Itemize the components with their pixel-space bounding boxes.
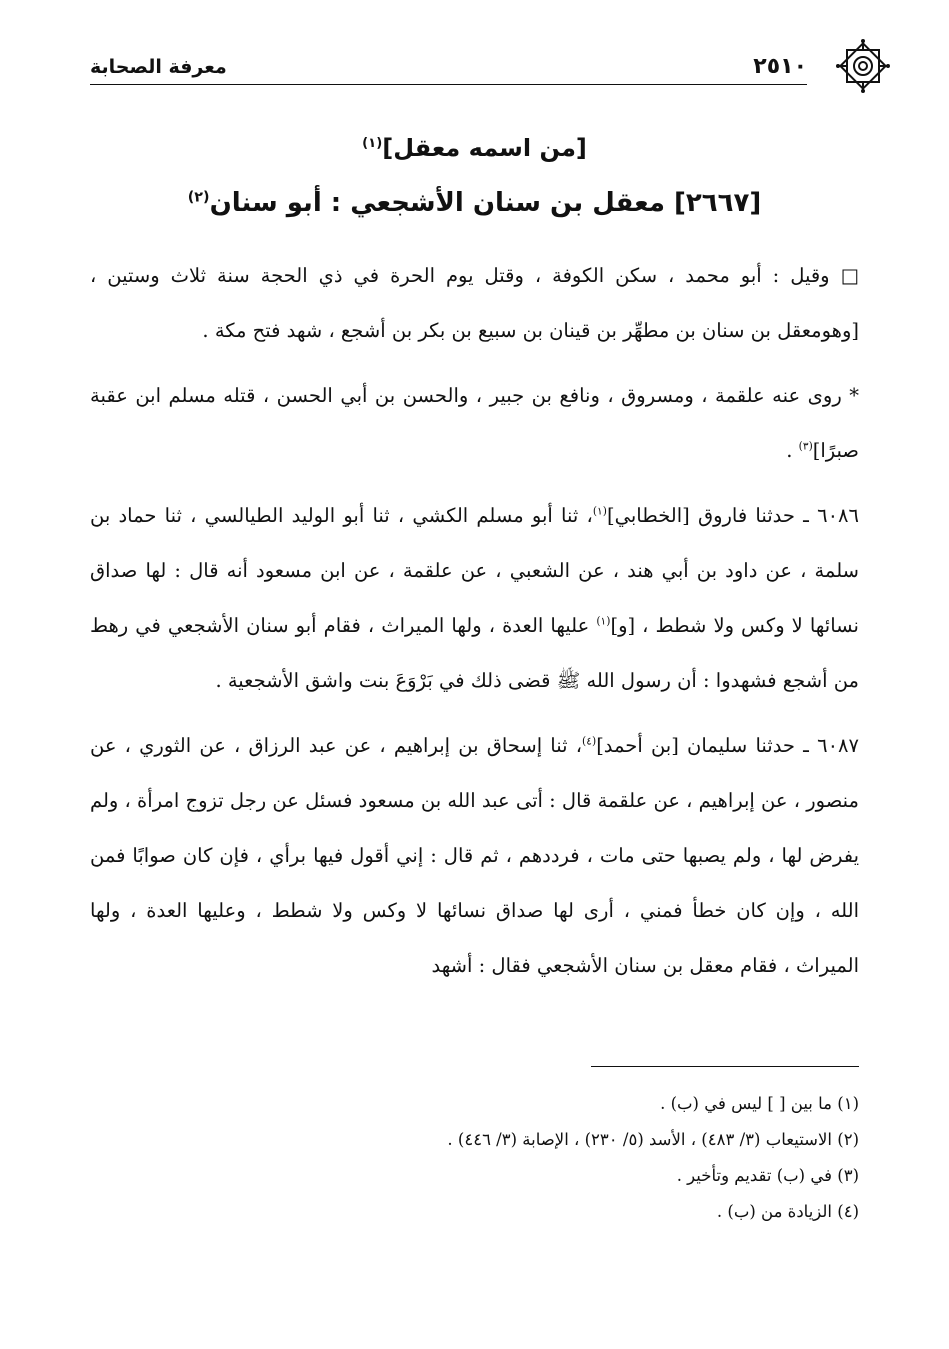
paragraph [90, 488, 859, 708]
paragraph-text: □ وقيل : أبو محمد ، سكن الكوفة ، وقتل يوم الحرة في ذي الحجة سنة ثلاث وستين ، [وهومعقل بن سنان بن مطهِّر بن قينان بن سبيع بن بكر بن أشجع ، شهد فتح مكة . [90, 264, 859, 342]
footnotes [90, 1086, 859, 1230]
paragraph-text: ٦٠٨٦ ـ حدثنا فاروق [الخطابي] [606, 504, 859, 527]
ornament-icon [835, 38, 891, 94]
footnote: (٣) في (ب) تقديم وتأخير . [676, 1166, 859, 1185]
header-rule [90, 84, 807, 85]
footnote-rule [591, 1066, 859, 1067]
entry-title-text: [٢٦٦٧] معقل بن سنان الأشجعي : أبو سنان [209, 188, 762, 218]
paragraph [90, 368, 859, 478]
paragraph [90, 248, 859, 358]
footnote-ref: (١) [596, 614, 611, 628]
page-header [90, 52, 859, 92]
page-number: ٢٥١٠ [753, 54, 807, 79]
footnote-ref: (٣) [798, 439, 813, 453]
footnote-ref: (٤) [582, 734, 597, 748]
footnote: (١) ما بين [ ] ليس في (ب) . [660, 1094, 859, 1113]
footnote: (٢) الاستيعاب (٣/ ٤٨٣) ، الأسد (٥/ ٢٣٠) ، الإصابة (٣/ ٤٤٦) . [447, 1130, 859, 1149]
entry-title [0, 188, 949, 218]
paragraph [90, 718, 859, 993]
paragraph-text: عليها العدة ، ولها الميراث ، فقام أبو سنان الأشجعي في رهط من أشجع فشهدوا : أن رسول الله ﷺ قضى ذلك في بَرْوَعَ بنت واشق الأشجعية . [90, 614, 859, 692]
book-title: معرفة الصحابة [90, 56, 227, 78]
footnote-ref: (٢) [187, 189, 210, 206]
section-title [0, 134, 949, 162]
section-title-text: [من اسمه معقل] [382, 134, 587, 162]
footnote-ref: (١) [362, 136, 383, 151]
paragraph-text: * روى عنه علقمة ، ومسروق ، ونافع بن جبير ، والحسن بن أبي الحسن ، قتله مسلم ابن عقبة صبرًا] [90, 384, 859, 462]
footnote: (٤) الزيادة من (ب) . [716, 1202, 859, 1221]
main-text [90, 248, 859, 993]
paragraph-text: . [786, 439, 799, 462]
paragraph-text: ، ثنا أبو مسلم الكشي ، ثنا أبو الوليد الطيالسي ، ثنا حماد بن سلمة ، عن داود بن أبي هند ، عن الشعبي ، عن علقمة ، عن ابن مسعود أنه قال : لها صداق نسائها لا وكس ولا شطط ، [و] [90, 504, 859, 637]
footnote-ref: (١) [592, 504, 607, 518]
paragraph-text: ، ثنا إسحاق بن إبراهيم ، عن عبد الرزاق ، عن الثوري ، عن منصور ، عن إبراهيم ، عن علقمة قال : أتى عبد الله بن مسعود فسئل عن رجل تزوج امرأة ، ولم يفرض لها ، ولم يصبها حتى مات ، فرددهم ، ثم قال : إني أقول فيها برأي ، فإن كان صوابًا فمن الله ، وإن كان خطأ فمني ، أرى لها صداق نسائها لا وكس ولا شطط ، وعليها العدة ، ولها الميراث ، فقام معقل بن سنان الأشجعي فقال : أشهد [90, 734, 859, 977]
paragraph-text: ٦٠٨٧ ـ حدثنا سليمان [بن أحمد] [596, 734, 859, 757]
